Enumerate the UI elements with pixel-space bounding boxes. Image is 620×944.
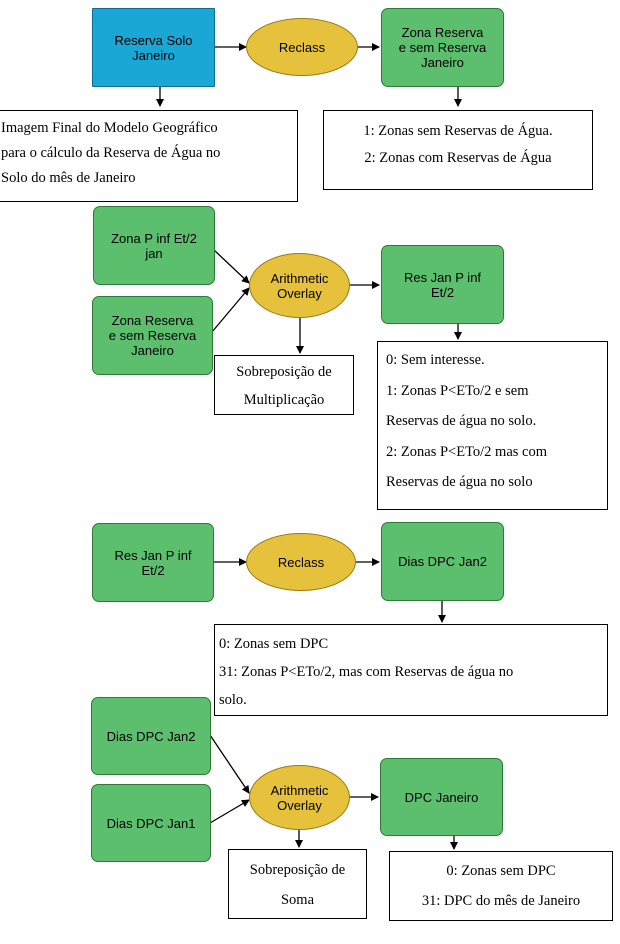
process-reclass-1[interactable] (246, 18, 358, 76)
note-line: solo. (219, 692, 247, 708)
input-reserva-solo-janeiro[interactable] (92, 8, 215, 87)
note-line: 0: Zonas sem DPC (446, 863, 556, 879)
node-label: Arithmetic Overlay (270, 782, 329, 813)
process-arithmetic-overlay-2[interactable] (249, 253, 350, 318)
process-reclass-3[interactable] (246, 533, 356, 591)
node-label: Reserva Solo Janeiro (114, 32, 193, 63)
note-line: para o cálculo da Reserva de Água no (1, 145, 221, 161)
input-dias-dpc-jan2[interactable] (91, 697, 211, 775)
output-zona-reserva-janeiro[interactable] (381, 8, 504, 87)
note-line: 2: Zonas com Reservas de Água (364, 150, 552, 166)
note-sem-interesse (377, 341, 608, 510)
note-sobreposicao-multiplicacao (214, 355, 354, 415)
note-sobreposicao-soma (228, 849, 367, 919)
note-dpc-mes-janeiro (389, 851, 613, 921)
node-label: Res Jan P inf Et/2 (403, 269, 482, 300)
note-line: 0: Zonas sem DPC (219, 636, 329, 652)
arrow-input1-to-overlay-4 (210, 735, 249, 793)
arrow-input1-to-overlay-2 (214, 250, 249, 283)
input-zona-p-inf-et2-jan[interactable] (93, 206, 215, 285)
note-line: 2: Zonas P<ETo/2 mas com (386, 443, 548, 460)
note-line: 0: Sem interesse. (386, 352, 485, 368)
note-line: Solo do mês de Janeiro (1, 170, 136, 186)
note-line: 31: DPC do mês de Janeiro (421, 893, 581, 909)
note-line: Sobreposição de (249, 862, 346, 878)
node-label: Reclass (277, 554, 325, 570)
input-dias-dpc-jan1[interactable] (91, 784, 211, 862)
note-line: Sobreposição de (236, 364, 332, 380)
output-res-jan-p-inf-et2[interactable] (381, 245, 504, 324)
note-imagem-final (0, 110, 298, 202)
output-dias-dpc-jan2[interactable] (381, 522, 504, 601)
note-line: 1: Zonas P<ETo/2 e sem (386, 382, 529, 399)
note-line: 1: Zonas sem Reservas de Água. (363, 123, 553, 139)
note-line: Reservas de água no solo. (386, 413, 537, 429)
process-arithmetic-overlay-4[interactable] (249, 765, 350, 830)
node-label: Zona Reserva e sem Reserva Janeiro (108, 313, 197, 358)
node-label: Dias DPC Jan2 (106, 728, 196, 744)
node-label: Zona P inf Et/2 jan (111, 230, 197, 261)
node-label: Res Jan P inf Et/2 (114, 547, 192, 578)
note-zonas-reservas (323, 110, 593, 190)
node-label: Dias DPC Jan1 (106, 815, 196, 831)
output-dpc-janeiro[interactable] (380, 758, 503, 836)
note-line: Imagem Final do Modelo Geográfico (1, 120, 218, 136)
arrow-input2-to-overlay-2 (212, 288, 249, 332)
input-res-jan-p-inf-et2[interactable] (92, 523, 214, 602)
node-label: Reclass (278, 39, 326, 55)
note-line: Reservas de água no solo (386, 474, 533, 490)
input-zona-reserva-janeiro[interactable] (92, 296, 213, 375)
node-label: Arithmetic Overlay (270, 270, 329, 301)
note-line: 31: Zonas P<ETo/2, mas com Reservas de água no (219, 664, 514, 680)
note-line: Multiplicação (243, 392, 325, 408)
node-label: DPC Janeiro (404, 789, 479, 805)
note-line: Soma (280, 892, 315, 908)
note-zonas-sem-dpc (214, 624, 608, 716)
node-label: Zona Reserva e sem Reserva Janeiro (398, 25, 487, 70)
node-label: Dias DPC Jan2 (398, 554, 487, 569)
arrow-input2-to-overlay-4 (210, 800, 249, 823)
